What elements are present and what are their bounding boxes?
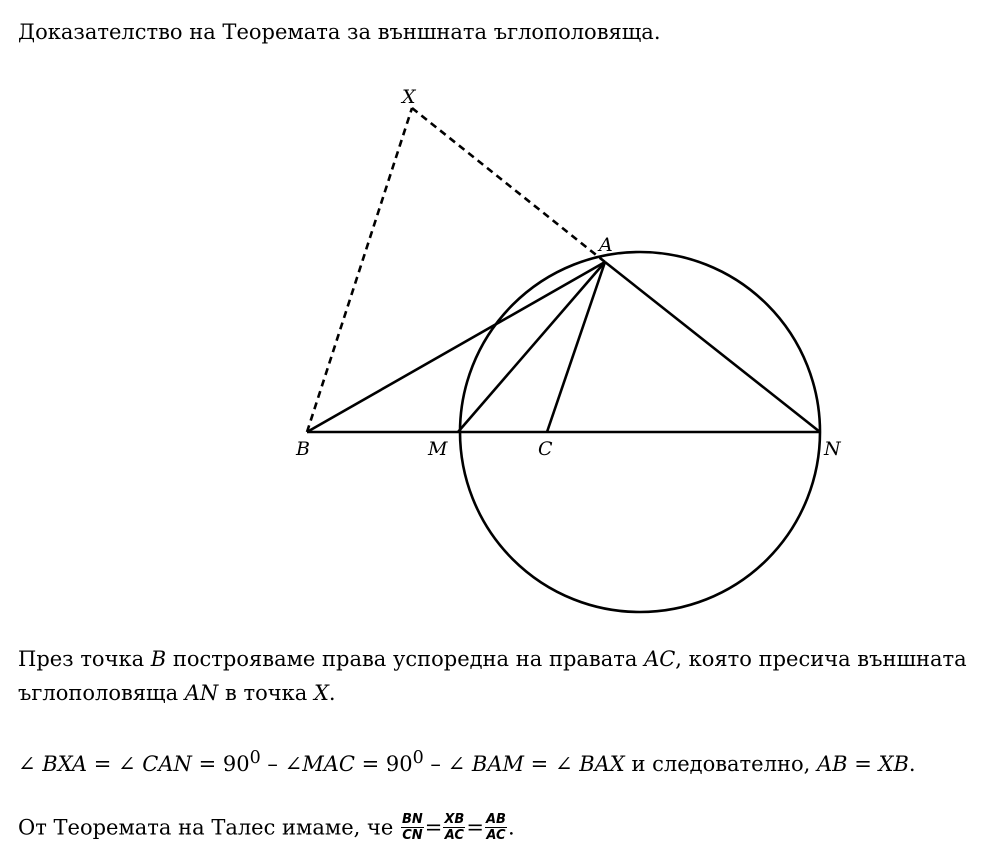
construction-paragraph [18, 642, 967, 710]
text: През точка [18, 647, 151, 671]
math-angle-BXA: ∠ BXA [18, 752, 88, 776]
equals-90: = 90 [191, 752, 250, 776]
denominator: AC [444, 828, 464, 843]
equals: = [466, 815, 484, 840]
minus: – [423, 752, 448, 776]
text: и следователно, [624, 752, 817, 776]
fraction-AB-AC [485, 812, 507, 843]
segment-BA [307, 262, 605, 432]
math-angle-CAN: ∠ CAN [118, 752, 192, 776]
degree: 0 [412, 748, 424, 768]
denominator: AC [486, 828, 506, 843]
segment-AN [605, 262, 820, 432]
text: ъглополовяща [18, 681, 185, 705]
math-AB: AB [816, 752, 848, 776]
point-label-M: M [428, 438, 448, 460]
segment-CA [547, 262, 605, 432]
equals-90: = 90 [354, 752, 413, 776]
point-label-N: N [824, 438, 841, 460]
text: От Теоремата на Талес имаме, че [18, 815, 400, 840]
thales-paragraph [18, 809, 515, 845]
math-angle-BAX: ∠ BAX [554, 752, 625, 776]
page-title: Доказателство на Теоремата за външната ъглополовяща. [18, 20, 661, 44]
degree: 0 [249, 748, 261, 768]
text: . [328, 681, 336, 705]
math-angle-BAM: ∠ BAM [447, 752, 524, 776]
fraction-BN-CN [401, 812, 424, 843]
period: . [507, 815, 515, 840]
equals: = [523, 752, 555, 776]
math-B: B [150, 647, 167, 671]
text: построяваме права успоредна на правата [166, 647, 645, 671]
math-X: X [313, 681, 329, 705]
text: в точка [218, 681, 314, 705]
text: , която пресича външната [675, 647, 967, 671]
math-AC: AC [644, 647, 676, 671]
numerator: BN [402, 812, 423, 827]
math-angle-MAC: ∠MAC [284, 752, 355, 776]
segment-BX [307, 108, 412, 432]
equals: = [87, 752, 119, 776]
denominator: CN [402, 828, 423, 843]
point-label-C: C [538, 438, 553, 460]
equals: = [847, 752, 879, 776]
point-label-B: B [296, 438, 310, 460]
math-AN: AN [184, 681, 219, 705]
numerator: XB [444, 812, 465, 827]
point-label-X: X [402, 86, 416, 108]
minus: – [260, 752, 285, 776]
angle-equation [18, 741, 916, 781]
numerator: AB [485, 812, 506, 827]
text: . [908, 752, 916, 776]
fraction-XB-AC [443, 812, 465, 843]
point-label-A: A [599, 234, 613, 256]
equals: = [424, 815, 443, 840]
math-XB: XB [878, 752, 909, 776]
segment-XA [412, 108, 605, 262]
